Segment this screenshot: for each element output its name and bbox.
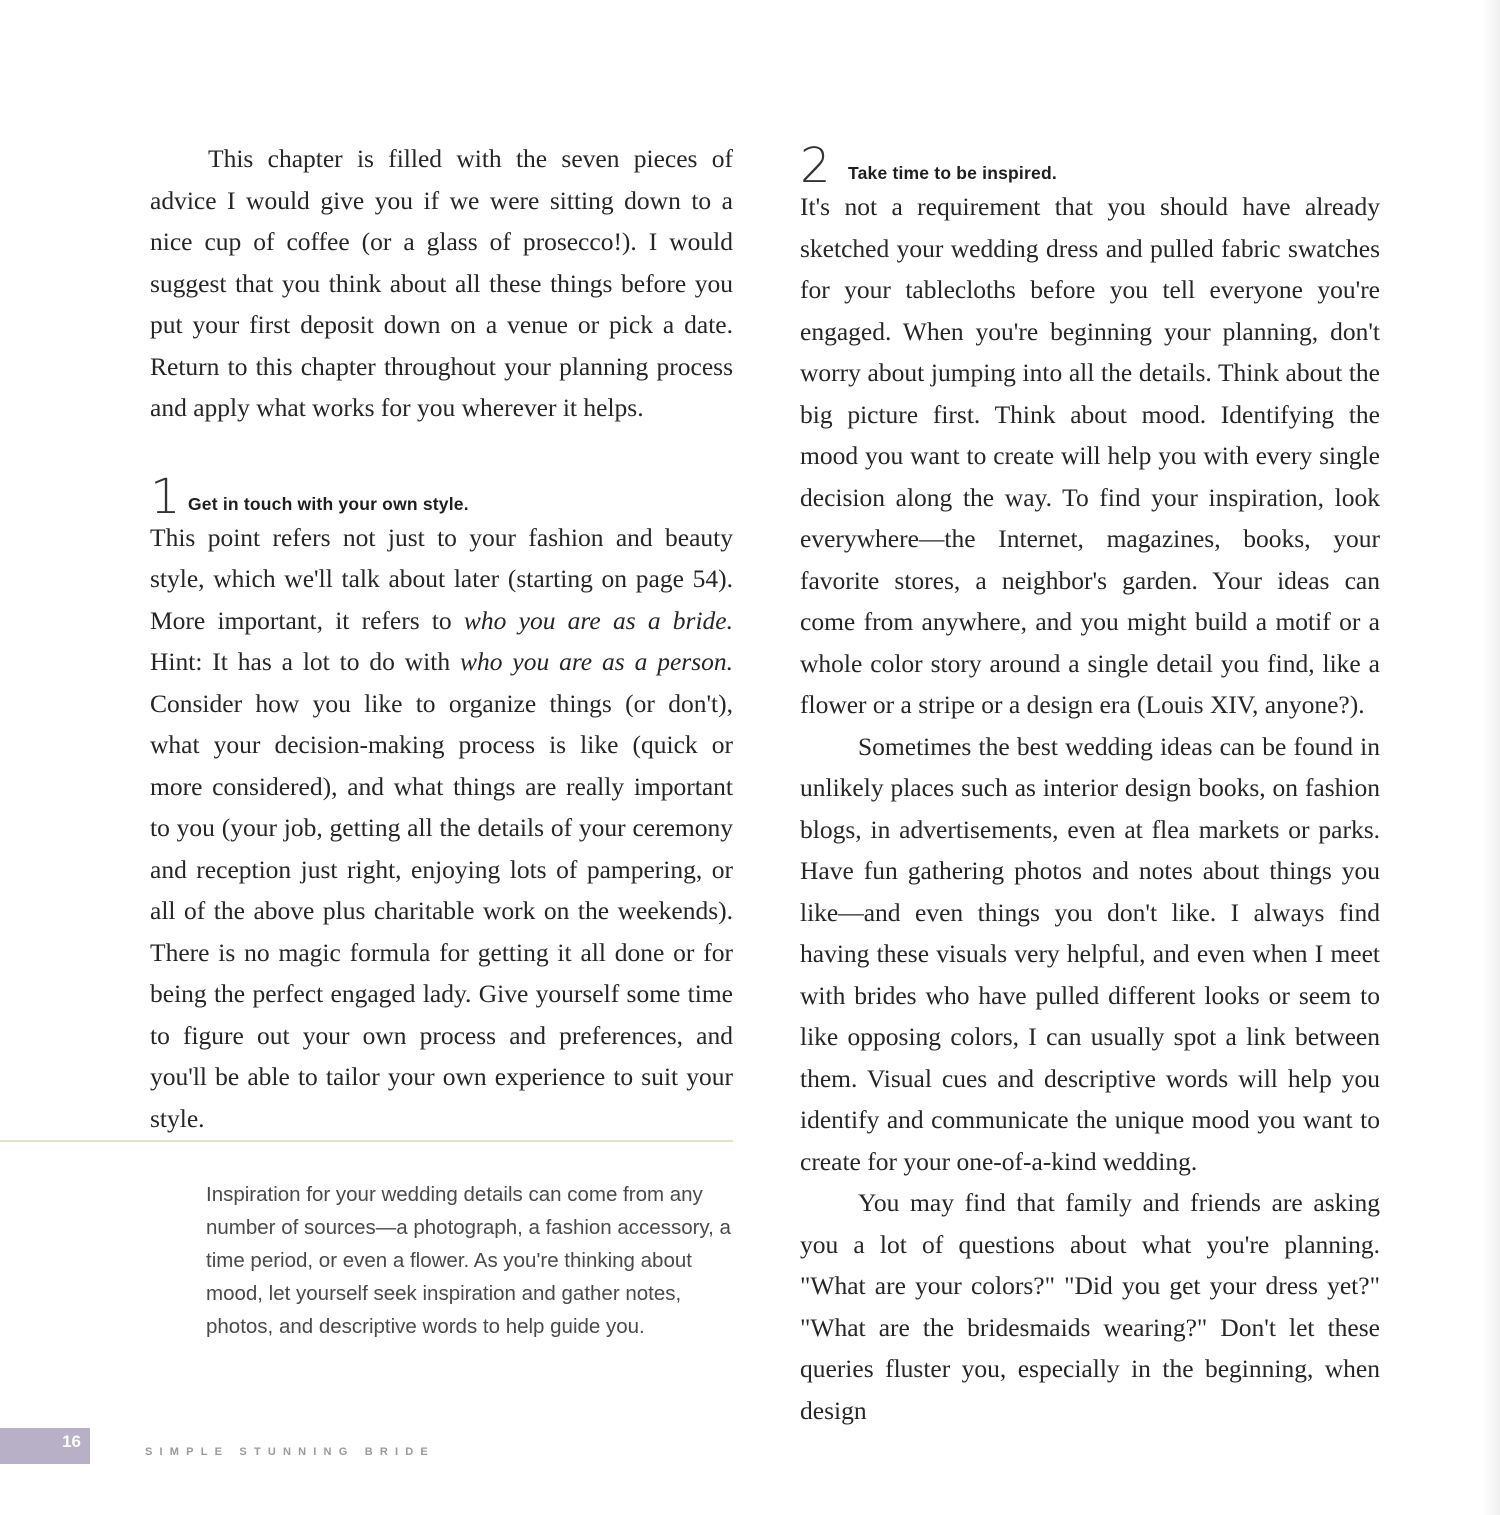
section-1-heading-line	[150, 468, 733, 525]
photo-caption: Inspiration for your wedding details can come from any number of sources—a photograph, a fashion accessory, a time period, or even a flower. As you're thinking about mood, let yourself seek inspiration and gather notes, photos, and descriptive words to help guide you.	[206, 1183, 731, 1338]
body-text: Consider how you like to organize things (or don't), what your decision-making process is like (quick or more considered), and what things are really important to you (your job, getting all the details of your ceremony and reception just right, enjoying lots of pampering, or all of the above plus charitable work on the weekends). There is no magic formula for getting it all done or for being the perfect engaged lady. Give yourself some time to figure out your own process and preferences, and you'll be able to tailor your own experience to suit your style.	[150, 688, 733, 1133]
divider-rule	[0, 1140, 733, 1142]
section-heading: Get in touch with your own style.	[188, 493, 469, 514]
left-column	[150, 138, 733, 1139]
section-2-paragraph-3: You may find that family and friends are asking you a lot of questions about what you're planning. "What are your colors?" "Did you get your dress yet?" "What are the bridesmaids wearing?" Don't let these queries fluster you, especially in the beginning, when design	[800, 1188, 1380, 1425]
folio-tab	[0, 1428, 90, 1464]
body-text: This point refers not just to your fashion and beauty style, which we'll talk about later (starting on page 54). More important, it refers to	[150, 522, 733, 635]
right-column	[800, 138, 1380, 1431]
section-2-heading-line	[800, 138, 1380, 194]
page-number: 16	[62, 1432, 81, 1451]
intro-paragraph: This chapter is filled with the seven pieces of advice I would give you if we were sitting down to a nice cup of coffee (or a glass of prosecco!). I would suggest that you think about all these things before you put your first deposit down on a venue or pick a date. Return to this chapter throughout your planning process and apply what works for you wherever it helps.	[150, 144, 733, 422]
section-number: 2	[800, 138, 831, 194]
page-edge-shadow	[1482, 0, 1500, 1515]
section-2-paragraph-1: It's not a requirement that you should have already sketched your wedding dress and pulled fabric swatches for your tablecloths before you tell everyone you're engaged. When you're beginning your planning, don't worry about jumping into all the details. Think about the big picture first. Think about mood. Identifying the mood you want to create will help you with every single decision along the way. To find your inspiration, look everywhere—the Internet, magazines, books, your favorite stores, a neighbor's garden. Your ideas can come from anywhere, and you might build a motif or a whole color story around a single detail you find, like a flower or a stripe or a design era (Louis XIV, anyone?).	[800, 192, 1380, 719]
body-text: Hint: It has a lot to do with	[150, 647, 460, 676]
section-number: 1	[150, 468, 181, 525]
italic-phrase: who you are as a person.	[459, 647, 733, 676]
italic-phrase: who you are as a bride.	[463, 605, 734, 635]
section-1-body	[150, 517, 733, 1140]
running-head: SIMPLE STUNNING BRIDE	[145, 1446, 435, 1458]
section-heading: Take time to be inspired.	[848, 163, 1057, 183]
section-2-paragraph-2: Sometimes the best wedding ideas can be found in unlikely places such as interior design books, on fashion blogs, in advertisements, even at flea markets or parks. Have fun gathering photos and notes about things you like—and even things you don't like. I always find having these visuals very helpful, and even when I meet with brides who have pulled different looks or seem to like opposing colors, I can usually spot a link between them. Visual cues and descriptive words will help you identify and communicate the unique mood you want to create for your one-of-a-kind wedding.	[800, 731, 1380, 1176]
